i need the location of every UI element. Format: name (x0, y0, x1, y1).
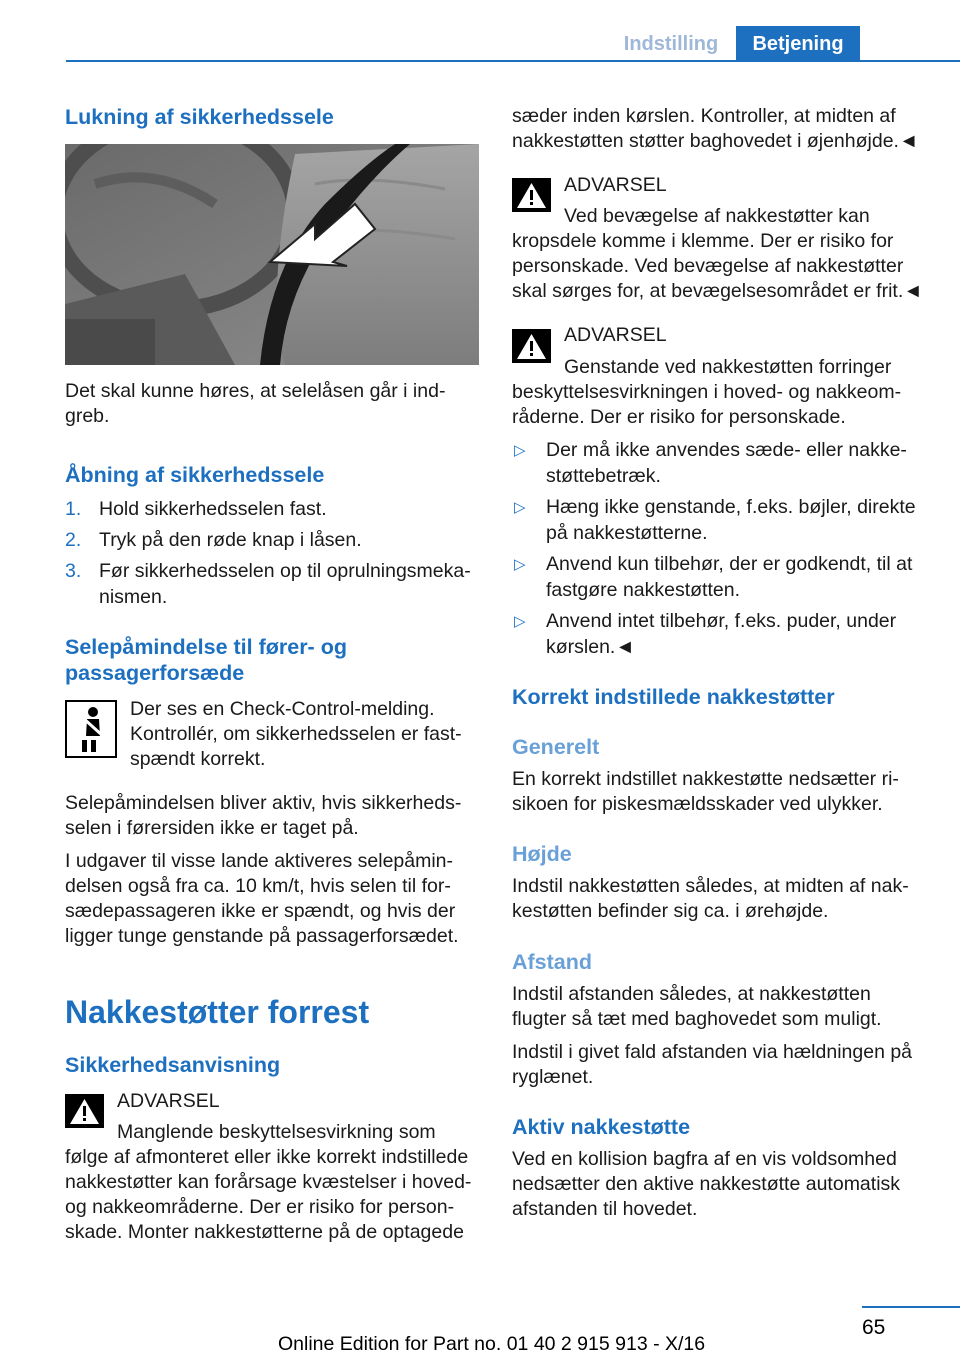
heading-headrests: Nakkestøtter forrest (65, 994, 370, 1030)
bullet-text-cont: kørslen.◄ (546, 636, 635, 658)
click-text-1: Det skal kunne høres, at selelåsen går i ind- (65, 380, 446, 402)
heading-distance: Afstand (512, 950, 593, 974)
heading-open-belt: Åbning af sikkerhedssele (65, 463, 325, 487)
bullet-arrow-icon: ▷ (514, 499, 526, 516)
warning-label: ADVARSEL (117, 1090, 220, 1112)
heading-correct-headrests: Korrekt indstillede nakkestøtter (512, 685, 835, 709)
list-item (65, 497, 483, 523)
active-text-2: selen i førersiden ikke er taget på. (65, 817, 359, 839)
active-headrest-text-1: Ved en kollision bagfra af en vis voldsomhed (512, 1148, 897, 1170)
countries-text-4: ligger tunge genstande på passagerforsædet. (65, 925, 459, 947)
countries-text-1: I udgaver til visse lande aktiveres selepåmin- (65, 850, 454, 872)
heading-reminder-1: Selepåmindelse til fører- og (65, 635, 347, 659)
distance2-text-1: Indstil i givet fald afstanden via hældningen på (512, 1041, 913, 1063)
step-number: 3. (65, 560, 82, 582)
bullet-arrow-icon: ▷ (514, 556, 526, 573)
step-text: Tryk på den røde knap i låsen. (99, 529, 362, 551)
distance-text-2: flugter så tæt med baghovedet som muligt. (512, 1008, 882, 1030)
warning1-text-1: Manglende beskyttelsesvirkning som (117, 1121, 436, 1143)
step-text: Før sikkerhedsselen op til oprulningsmeka- (99, 560, 471, 582)
step-text-cont: nismen. (99, 586, 168, 608)
warning3-text-2: beskyttelsesvirkningen i hoved- og nakkeom- (512, 381, 902, 403)
heading-close-belt: Lukning af sikkerhedssele (65, 105, 334, 129)
warning2-text-2: kropsdele komme i klemme. Der er risiko for (512, 230, 894, 252)
list-item (512, 495, 928, 547)
tab-betjening[interactable]: Betjening (736, 26, 860, 62)
header-rule (66, 60, 960, 62)
warning2-text-3: personskade. Ved bevægelse af nakkestøtter (512, 255, 904, 277)
cont-text-2: nakkestøtten støtter baghovedet i øjenhøjde.◄ (512, 130, 919, 152)
reminder-text-3: spændt korrekt. (130, 748, 266, 770)
reminder-text-1: Der ses en Check-Control-melding. (130, 698, 435, 720)
countries-text-3: sædepassageren ikke er spændt, og hvis der (65, 900, 456, 922)
list-item (65, 559, 483, 611)
warning-icon (512, 178, 551, 212)
height-text-1: Indstil nakkestøtten således, at midten af nak- (512, 875, 909, 897)
bullet-text-cont: støttebetræk. (546, 465, 661, 487)
distance2-text-2: ryglænet. (512, 1066, 594, 1088)
step-number: 1. (65, 498, 82, 520)
footer-rule (862, 1306, 960, 1308)
warning-icon (65, 1094, 104, 1128)
active-headrest-text-3: afstanden til hovedet. (512, 1198, 698, 1220)
warning1-text-2: følge af afmonteret eller ikke korrekt indstillede (65, 1146, 469, 1168)
warning1-text-5: skade. Monter nakkestøtterne på de optagede (65, 1221, 464, 1243)
warning2-text-1: Ved bevægelse af nakkestøtter kan (564, 205, 870, 227)
heading-safety: Sikkerhedsanvisning (65, 1053, 281, 1077)
list-item (512, 438, 928, 490)
warning1-text-3: nakkestøtter kan forårsage kvæstelser i hoved- (65, 1171, 472, 1193)
list-item (512, 552, 928, 604)
bullet-text: Der må ikke anvendes sæde- eller nakke- (546, 439, 907, 461)
bullet-text-cont: fastgøre nakkestøtten. (546, 579, 741, 601)
seatbelt-photo (65, 144, 479, 365)
bullet-text: Hæng ikke genstande, f.eks. bøjler, direkte (546, 496, 916, 518)
warning-label: ADVARSEL (564, 324, 667, 346)
heading-height: Højde (512, 842, 572, 866)
heading-general: Generelt (512, 735, 600, 759)
step-number: 2. (65, 529, 82, 551)
cont-text-1: sæder inden kørslen. Kontroller, at midten af (512, 105, 896, 127)
height-text-2: kestøtten befinder sig ca. i ørehøjde. (512, 900, 829, 922)
warning2-text-4: skal sørges for, at bevægelsesområdet er frit.◄ (512, 280, 923, 302)
general-text-1: En korrekt indstillet nakkestøtte nedsætter ri- (512, 768, 899, 790)
active-headrest-text-2: nedsætter den aktive nakkestøtte automatisk (512, 1173, 901, 1195)
heading-reminder-2: passagerforsæde (65, 661, 245, 685)
step-text: Hold sikkerhedsselen fast. (99, 498, 327, 520)
list-item (512, 609, 928, 661)
bullet-text-cont: på nakkestøtterne. (546, 522, 708, 544)
bullet-text: Anvend intet tilbehør, f.eks. puder, under (546, 610, 897, 632)
bullet-arrow-icon: ▷ (514, 442, 526, 459)
seatbelt-reminder-icon (65, 700, 117, 758)
warning3-text-1: Genstande ved nakkestøtten forringer (564, 356, 892, 378)
reminder-text-2: Kontrollér, om sikkerhedsselen er fast- (130, 723, 462, 745)
heading-active-headrest: Aktiv nakkestøtte (512, 1115, 691, 1139)
general-text-2: sikoen for piskesmældsskader ved ulykker. (512, 793, 883, 815)
bullet-arrow-icon: ▷ (514, 613, 526, 630)
warning-icon (512, 329, 551, 363)
warning1-text-4: og nakkeområderne. Der er risiko for person- (65, 1196, 455, 1218)
list-item (65, 528, 483, 554)
click-text-2: greb. (65, 405, 110, 427)
active-text-1: Selepåmindelsen bliver aktiv, hvis sikkerheds- (65, 792, 462, 814)
bullet-text: Anvend kun tilbehør, der er godkendt, til at (546, 553, 913, 575)
page-number: 65 (862, 1316, 886, 1339)
warning3-text-3: råderne. Der er risiko for personskade. (512, 406, 846, 428)
countries-text-2: delsen også fra ca. 10 km/t, hvis selen til for- (65, 875, 451, 897)
distance-text-1: Indstil afstanden således, at nakkestøtten (512, 983, 871, 1005)
warning-label: ADVARSEL (564, 174, 667, 196)
footer-edition: Online Edition for Part no. 01 40 2 915 913 - X/16 (278, 1333, 706, 1355)
tab-indstilling[interactable]: Indstilling (623, 33, 719, 55)
